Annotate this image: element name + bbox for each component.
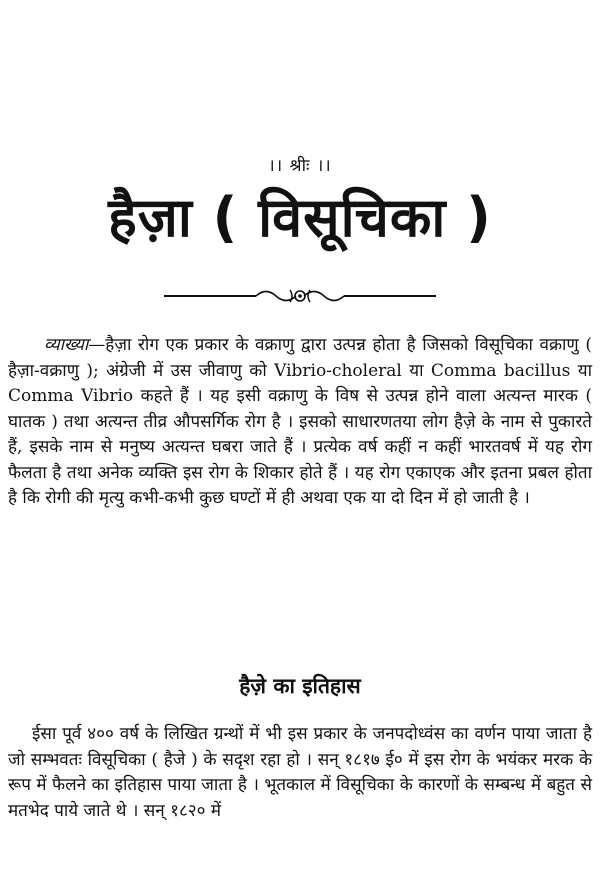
- intro-paragraph: [8, 333, 592, 512]
- history-paragraph: ईसा पूर्व ४०० वर्ष के लिखित ग्रन्थों में भी इस प्रकार के जनपदोध्वंस का वर्णन पाया जाता है जो सम्भवतः विसूचिका ( हैजे ) के सदृश रहा हो । सन् १८१७ ई० में इस रोग के भयंकर मरक के रूप में फैलने का इतिहास पाया जाता है । भूतकाल में विसूचिका के कारणों के सम्बन्ध में बहुत से मतभेद पाये जाते थे । सन् १८२० में: [8, 724, 592, 821]
- intro-text: हैज़ा रोग एक प्रकार के वक्राणु द्वारा उत्पन्न होता है जिसको विसूचिका वक्राणु ( हैज़ा-वक्राणु ); अंग्रेजी में उस जीवाणु को Vibrio-choleral या Comma bacillus या Comma Vibrio कहते हैं । यह इसी वक्राणु के विष से उत्पन्न होने वाला अत्यन्त मारक ( घातक ) तथा अत्यन्त तीव्र औपसर्गिक रोग है । इसको साधारणतया लोग हैज़े के नाम से पुकारते हैं, इसके नाम से मनुष्य अत्यन्त घबरा जाते हैं । प्रत्येक वर्ष कहीं न कहीं भारतवर्ष में यह रोग फैलता है तथा अनेक व्यक्ति इस रोग के शिकार होते हैं । यह रोग एकाएक और इतना प्रबल होता है कि रोगी की मृत्यु कभी-कभी कुछ घण्टों में ही अथवा एक या दो दिन में हो जाती है ।: [8, 335, 592, 508]
- intro-lead: व्याख्या—: [44, 335, 106, 355]
- section-heading-history: हैज़े का इतिहास: [239, 674, 361, 698]
- ornament-divider: [160, 284, 440, 308]
- chapter-title: हैज़ा ( विसूचिका ): [108, 186, 492, 249]
- invocation-line: ।। श्रीः ।।: [268, 156, 332, 176]
